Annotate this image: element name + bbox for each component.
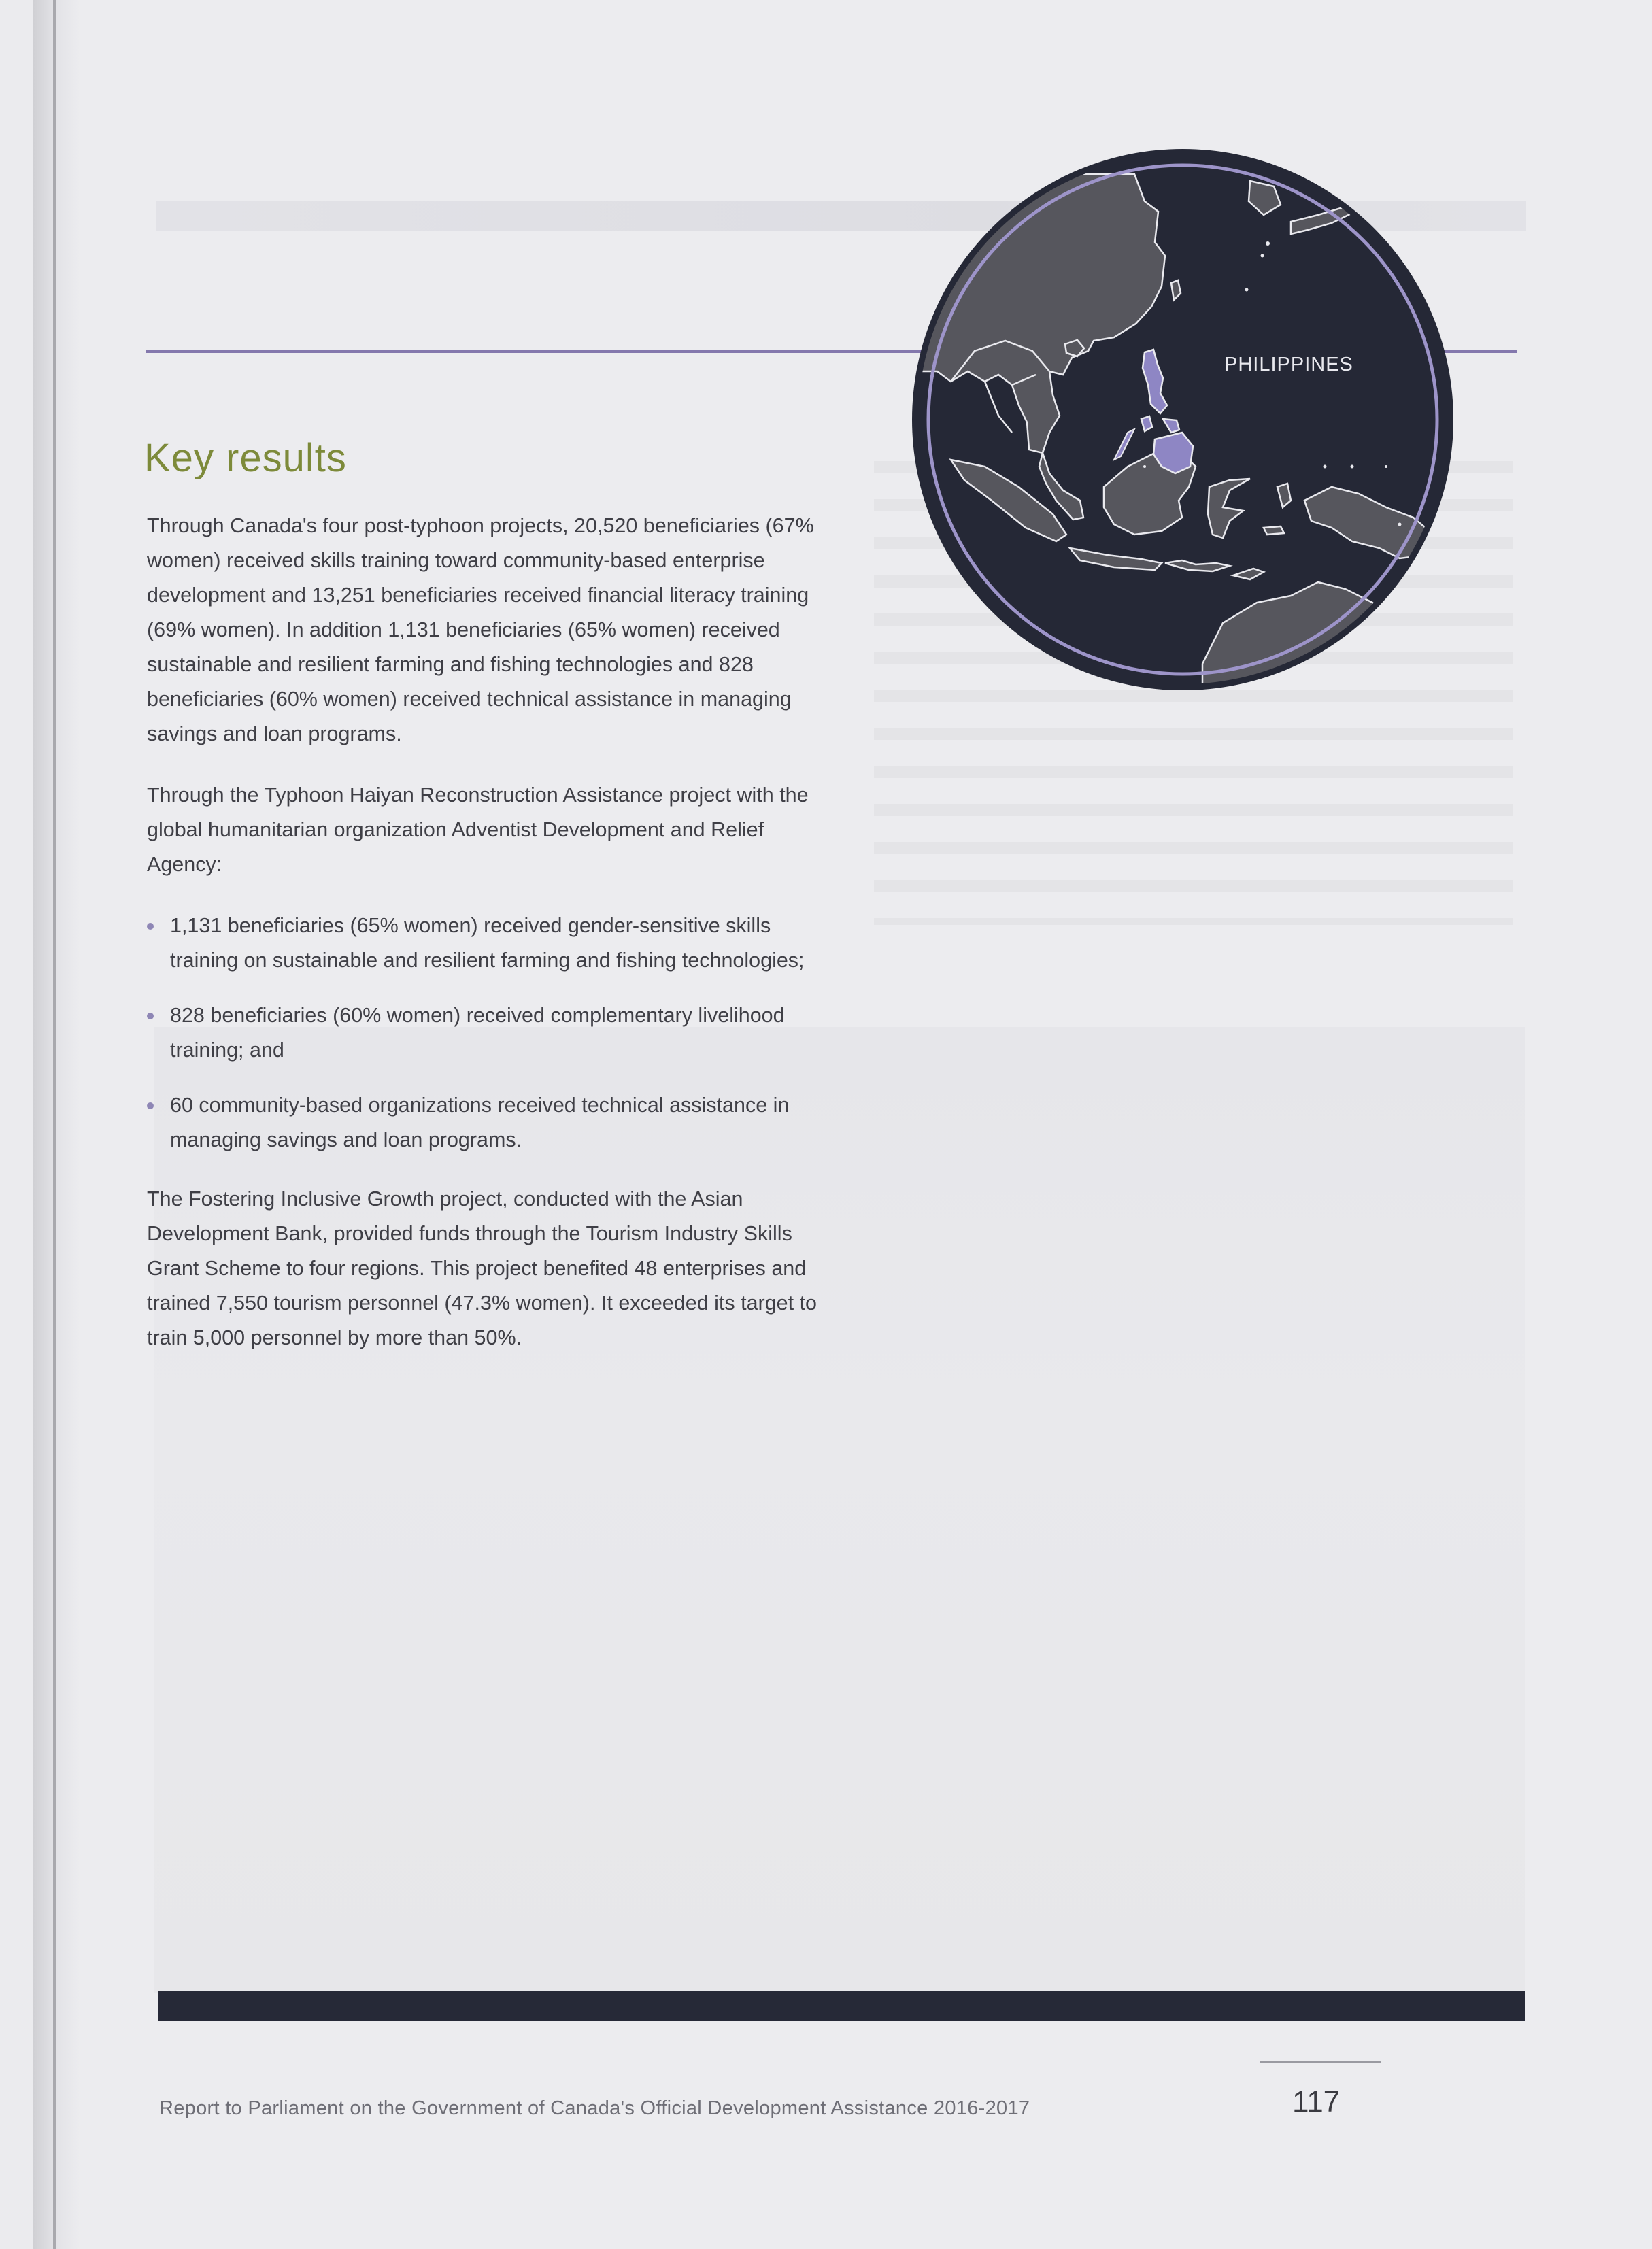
bullet-dot-icon [147,1013,154,1019]
list-item [147,1088,827,1157]
page-number: 117 [1292,2085,1341,2118]
map-svg [910,147,1455,692]
footer-text: Report to Parliament on the Government of Canada's Official Development Assistance 2016-2017 [159,2097,1030,2119]
region-map [910,147,1455,692]
paragraph-3: The Fostering Inclusive Growth project, conducted with the Asian Development Bank, provided funds through the Tourism Industry Skills Grant Scheme to four regions. This project benefited 48 enterprises and trained 7,550 tourism personnel (47.3% women). It exceeded its target to train 5,000 personnel by more than 50%. [147,1187,817,1349]
list-item-text: 60 community-based organizations received technical assistance in managing savings and loan programs. [170,1094,790,1151]
paragraph-2: Through the Typhoon Haiyan Reconstruction Assistance project with the global humanitarian organization Adventist Development and Relief Agency: [147,783,809,876]
list-item [147,909,827,978]
list-item [147,998,827,1068]
book-spine-shadow [33,0,80,2249]
bullet-list [147,909,827,1157]
paragraph-1: Through Canada's four post-typhoon projects, 20,520 beneficiaries (67% women) received skills training toward community-based enterprise development and 13,251 beneficiaries received financial literacy training (69% women). In addition 1,131 beneficiaries (65% women) received sustainable and resilient farming and fishing technologies and 828 beneficiaries (60% women) received technical assistance in managing savings and loan programs. [147,514,814,745]
footer-bar [158,1991,1525,2021]
spine-line [53,0,56,2249]
page-title: Key results [144,436,347,480]
list-item-text: 1,131 beneficiaries (65% women) received gender-sensitive skills training on sustainable and resilient farming and fishing technologies; [170,914,805,972]
bullet-dot-icon [147,923,154,930]
list-item-text: 828 beneficiaries (60% women) received complementary livelihood training; and [170,1004,785,1062]
map-ocean [912,149,1453,690]
map-label: PHILIPPINES [1224,354,1353,375]
page-number-rule [1260,2061,1381,2063]
bullet-dot-icon [147,1102,154,1109]
body-content [147,509,827,1382]
